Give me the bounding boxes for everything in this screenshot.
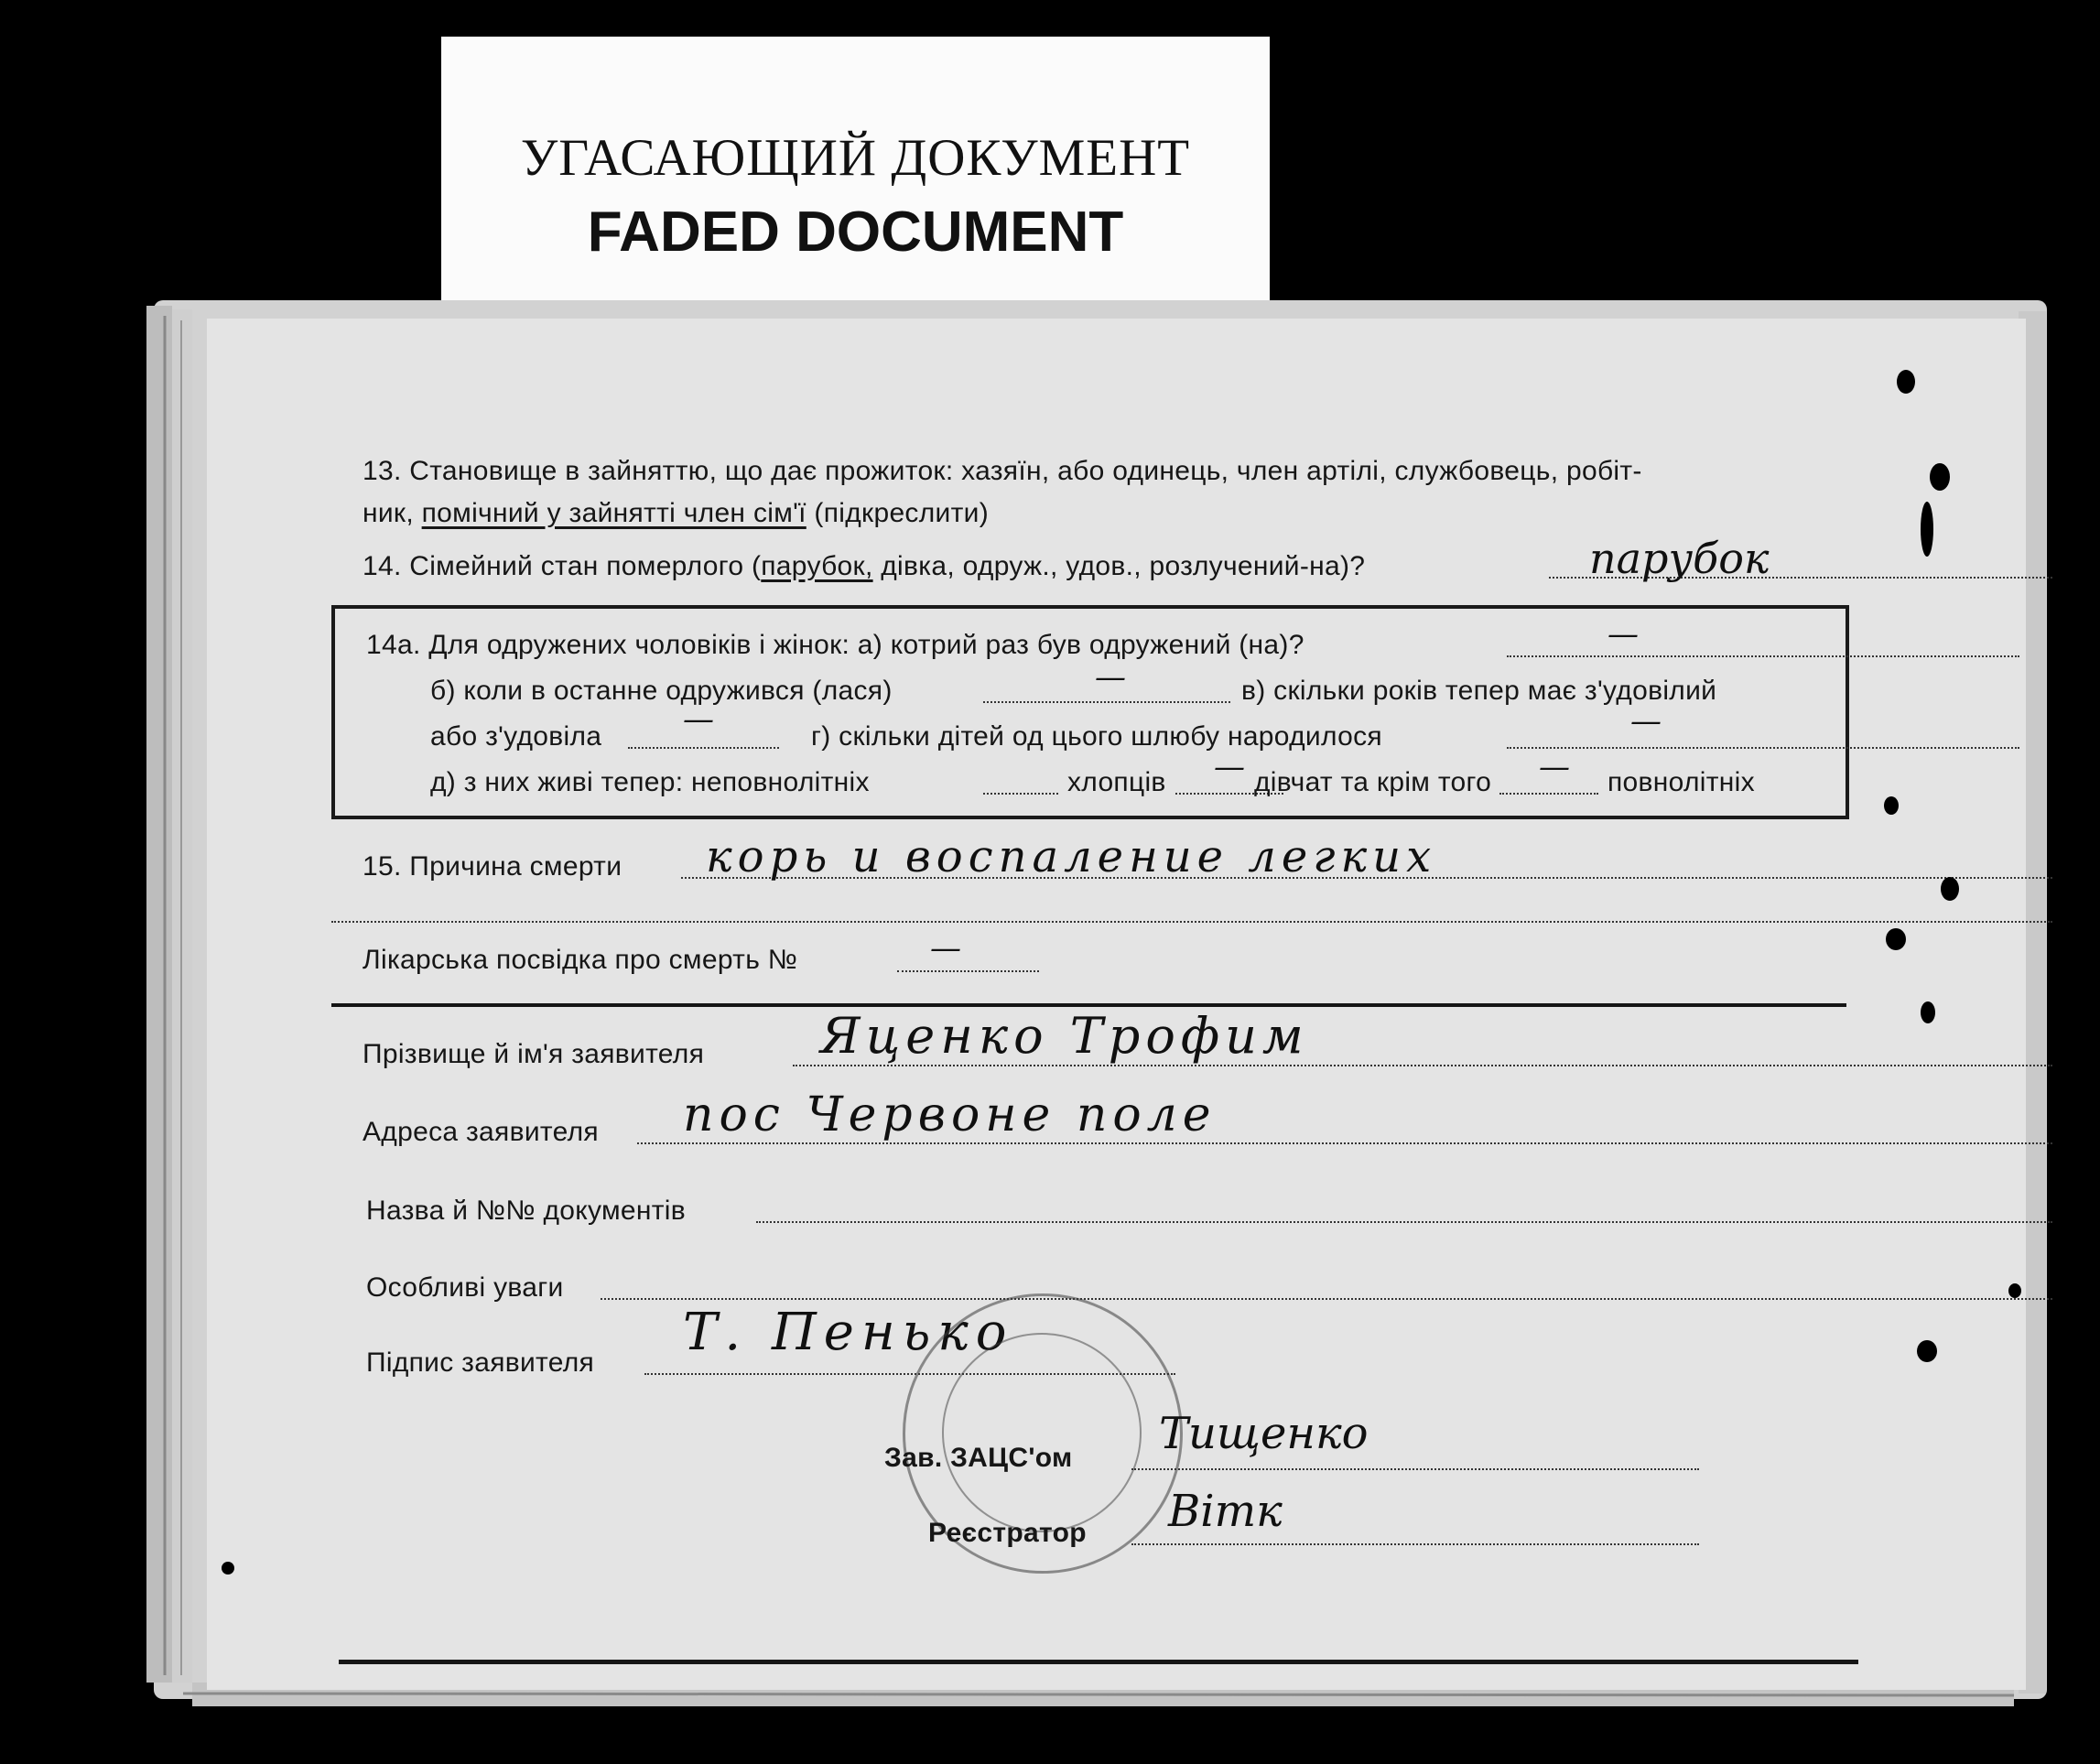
item15-fill-line-2 xyxy=(331,921,2052,923)
binding-hole xyxy=(1921,1001,1935,1023)
item14a-line4b: хлопців xyxy=(1067,767,1166,797)
applicant-address-label: Адреса заявителя xyxy=(363,1117,599,1147)
certificate-dash: — xyxy=(930,930,961,967)
certificate-fill-line xyxy=(897,970,1039,972)
binding-hole xyxy=(1884,796,1899,815)
item14a-line3a: або з'удовіла xyxy=(430,721,602,752)
item14a-fill-4 xyxy=(1507,747,2019,749)
head-signature: Тищенко xyxy=(1159,1408,1369,1459)
applicant-name-fill-line xyxy=(793,1065,2052,1066)
binding-hole xyxy=(1930,463,1950,491)
applicant-name-handwritten: Яценко Трофим xyxy=(820,1007,1309,1065)
item14-underlined-option: парубок, xyxy=(761,551,873,581)
bottom-rule xyxy=(339,1660,1858,1664)
item13-prefix: ник, xyxy=(363,498,422,528)
applicant-signature-handwritten: Т. Пенько xyxy=(683,1303,1014,1362)
item15-label: 15. Причина смерти xyxy=(363,851,622,882)
item15-handwritten-answer: корь и воспаление легких xyxy=(706,831,1437,882)
item14-suffix: дівка, одруж., удов., розлучений-на)? xyxy=(872,551,1366,581)
binding-hole xyxy=(1921,502,1933,557)
item14a-dash-2: — xyxy=(1095,659,1126,696)
binding-hole xyxy=(222,1562,234,1575)
signature-label: Підпис заявителя xyxy=(366,1347,595,1378)
certificate-label: Лікарська посвідка про смерть № xyxy=(363,945,798,975)
item14a-line2a: б) коли в останне одружився (лася) xyxy=(430,676,893,706)
binding-hole xyxy=(1941,877,1959,901)
item13-line2 xyxy=(363,498,989,529)
item13-underlined-option: помічний у зайнятті член сім'ї xyxy=(421,498,806,528)
applicant-address-fill-line xyxy=(637,1142,2052,1144)
label-russian: УГАСАЮЩИЙ ДОКУМЕНТ xyxy=(520,129,1191,187)
faded-document-label xyxy=(441,37,1270,307)
item14a-line4d: повнолітніх xyxy=(1607,767,1755,797)
item13-line1: 13. Становище в зайняттю, що дає прожиток: хазяїн, або одинець, член артілі, службовець, робіт- xyxy=(363,456,1642,486)
stamp-inner-ring xyxy=(942,1333,1142,1532)
binding-hole xyxy=(2008,1283,2021,1298)
item14a-dash-4: — xyxy=(1630,703,1662,740)
remarks-fill-line xyxy=(601,1298,2052,1300)
item14a-line2b: в) скільки років тепер має з'удовілий xyxy=(1241,676,1717,706)
binding-hole xyxy=(1897,370,1915,394)
item13-suffix: (підкреслити) xyxy=(806,498,989,528)
documents-label: Назва й №№ документів xyxy=(366,1196,687,1226)
item14a-dash-5: — xyxy=(1214,749,1245,785)
item14a-line1: 14а. Для одружених чоловіків і жінок: а) котрий раз був одружений (на)? xyxy=(366,630,1304,660)
binding-hole xyxy=(1886,928,1906,950)
item14-handwritten-answer: парубок xyxy=(1589,534,1770,583)
item14a-line3b: г) скільки дітей од цього шлюбу народилося xyxy=(811,721,1382,752)
item14a-dash-6: — xyxy=(1539,749,1570,785)
remarks-label: Особливі уваги xyxy=(366,1272,564,1303)
item14a-dash-1: — xyxy=(1607,616,1639,653)
item14a-line4c: дівчат та крім того xyxy=(1254,767,1492,797)
item14a-fill-2 xyxy=(983,701,1230,703)
item14a-fill-5 xyxy=(983,793,1058,795)
item14a-fill-7 xyxy=(1499,793,1598,795)
registrar-fill-line xyxy=(1131,1543,1699,1545)
form-page xyxy=(207,319,2026,1690)
item14a-line4a: д) з них живі тепер: неповнолітніх xyxy=(430,767,870,797)
documents-fill-line xyxy=(756,1221,2052,1223)
head-label: Зав. ЗАЦС'ом xyxy=(884,1443,1073,1473)
registrar-signature: Вітк xyxy=(1168,1486,1283,1537)
applicant-address-handwritten: пос Червоне поле xyxy=(683,1088,1217,1142)
head-fill-line xyxy=(1131,1468,1699,1470)
label-english: FADED DOCUMENT xyxy=(587,200,1124,264)
item14a-dash-3: — xyxy=(683,701,714,738)
item14a-fill-1 xyxy=(1507,655,2019,657)
item14-prefix: 14. Сімейний стан померлого ( xyxy=(363,551,762,581)
item14a-fill-3 xyxy=(628,747,779,749)
applicant-name-label: Прізвище й ім'я заявителя xyxy=(363,1039,705,1069)
registrar-label: Реєстратор xyxy=(928,1518,1087,1548)
item14-line xyxy=(363,551,1365,582)
binding-hole xyxy=(1917,1340,1937,1362)
